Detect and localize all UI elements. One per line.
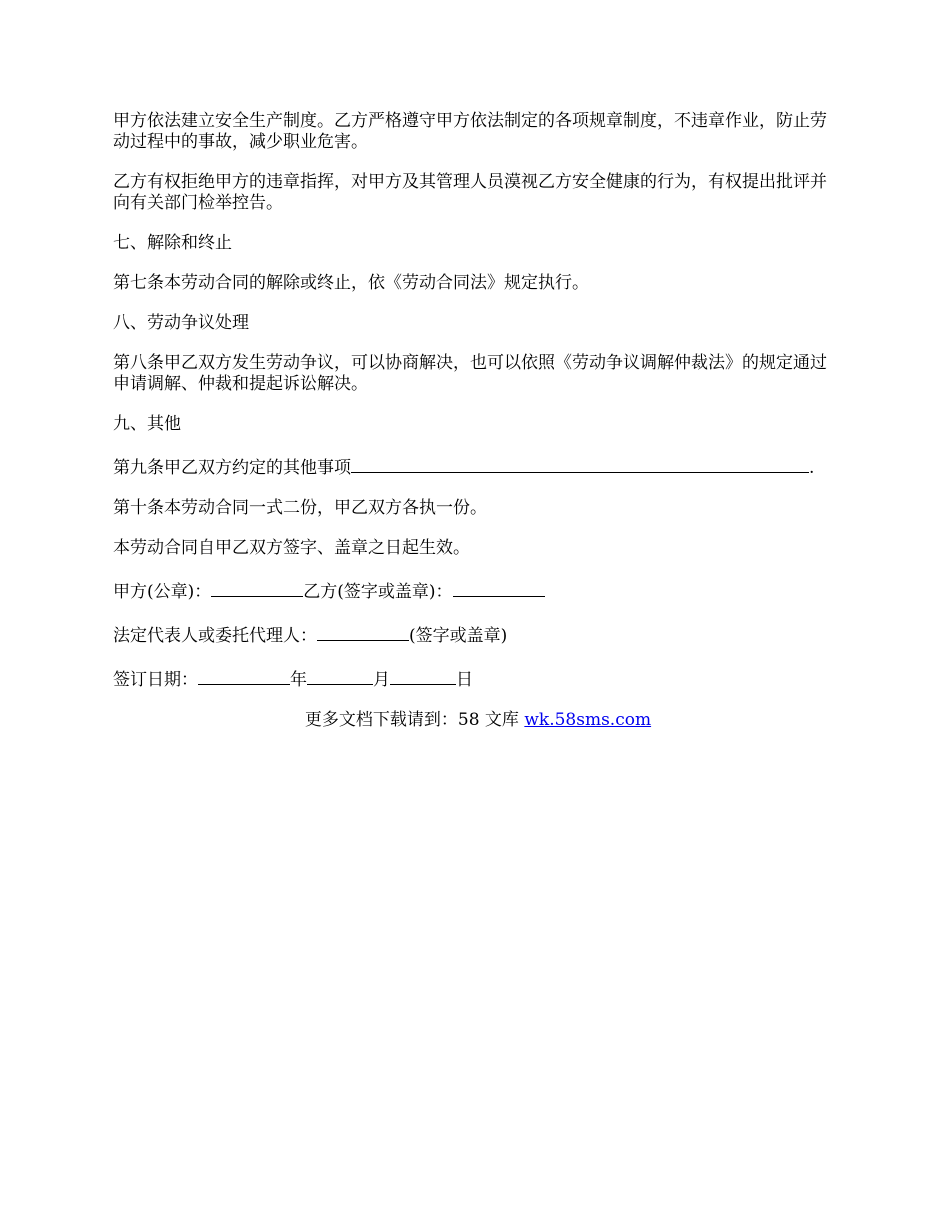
paragraph-effective: 本劳动合同自甲乙双方签字、盖章之日起生效。 <box>113 538 470 558</box>
paragraph-article-10: 第十条本劳动合同一式二份，甲乙双方各执一份。 <box>113 498 487 518</box>
signature-representative-line <box>113 622 843 647</box>
representative-suffix: (签字或盖章) <box>409 626 508 646</box>
article-9-text: 第九条甲乙双方约定的其他事项 <box>113 458 351 478</box>
date-label: 签订日期： <box>113 670 198 690</box>
footer <box>113 710 843 731</box>
day-label: 日 <box>456 670 473 690</box>
party-a-blank <box>211 578 303 597</box>
footer-text: 更多文档下载请到：58 文库 <box>304 710 525 730</box>
representative-label: 法定代表人或委托代理人： <box>113 626 317 646</box>
article-9-period: . <box>809 458 815 478</box>
day-blank <box>390 666 456 685</box>
month-label: 月 <box>373 670 390 690</box>
paragraph-article-7: 第七条本劳动合同的解除或终止，依《劳动合同法》规定执行。 <box>113 273 589 293</box>
signature-parties-line <box>113 578 843 603</box>
paragraph-safety-system: 甲方依法建立安全生产制度。乙方严格遵守甲方依法制定的各项规章制度，不违章作业，防止劳动过程中的事故，减少职业危害。 <box>113 111 827 152</box>
heading-termination: 七、解除和终止 <box>113 233 232 253</box>
document-page <box>113 111 843 731</box>
other-matters-blank <box>351 454 809 473</box>
heading-dispute: 八、劳动争议处理 <box>113 313 249 333</box>
year-blank <box>198 666 290 685</box>
representative-blank <box>317 622 409 641</box>
heading-other: 九、其他 <box>113 414 181 434</box>
party-b-blank <box>453 578 545 597</box>
party-b-label: 乙方(签字或盖章)： <box>303 582 453 602</box>
paragraph-article-8: 第八条甲乙双方发生劳动争议，可以协商解决，也可以依照《劳动争议调解仲裁法》的规定通过申请调解、仲裁和提起诉讼解决。 <box>113 353 827 394</box>
year-label: 年 <box>290 670 307 690</box>
paragraph-right-to-refuse: 乙方有权拒绝甲方的违章指挥，对甲方及其管理人员漠视乙方安全健康的行为，有权提出批评并向有关部门检举控告。 <box>113 172 827 213</box>
paragraph-article-9 <box>113 454 843 479</box>
party-a-label: 甲方(公章)： <box>113 582 212 602</box>
footer-link[interactable]: wk.58sms.com <box>524 710 652 730</box>
month-blank <box>307 666 373 685</box>
signing-date-line <box>113 666 843 691</box>
